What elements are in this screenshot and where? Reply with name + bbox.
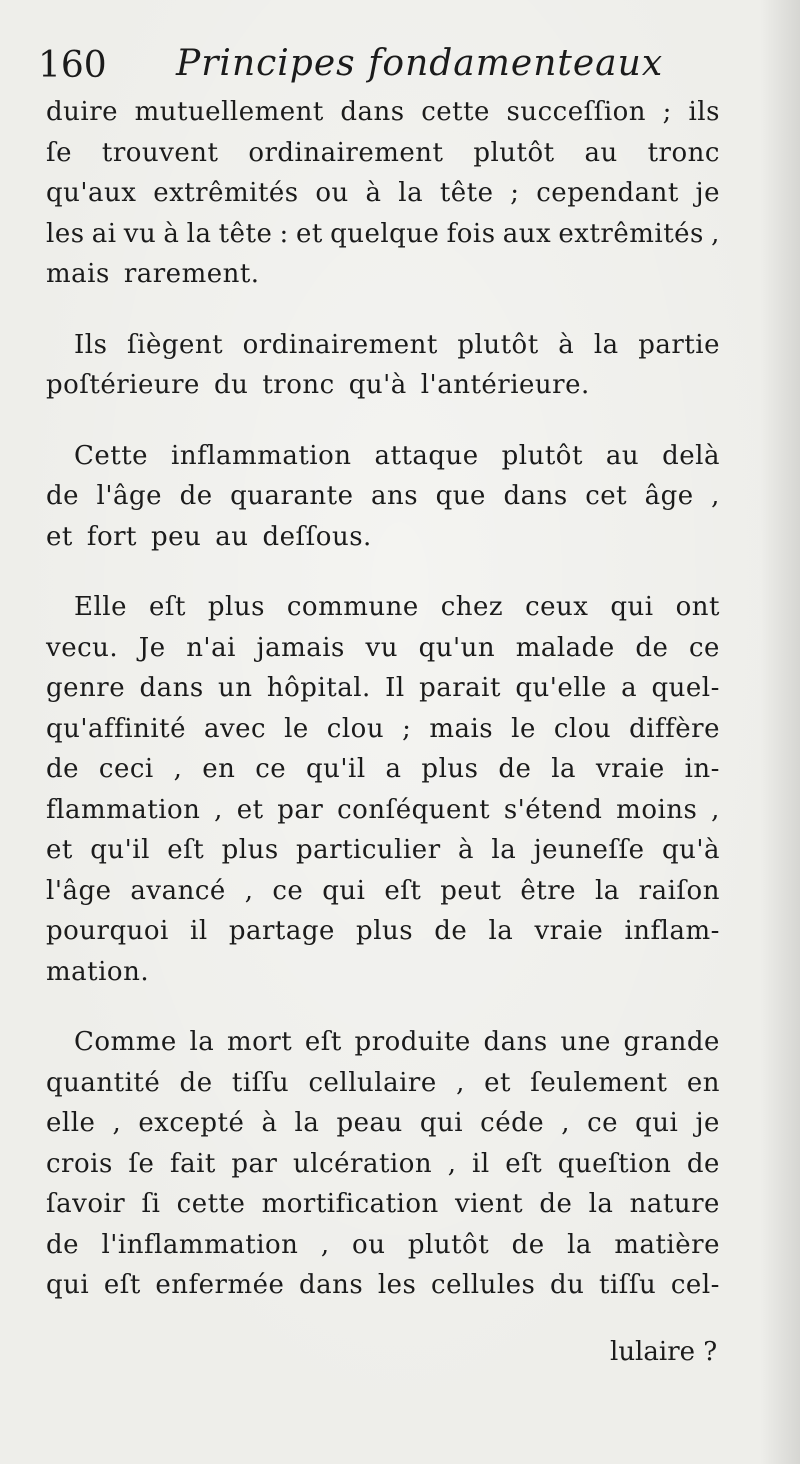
page-edge-shadow: [760, 0, 800, 1464]
text-line: qu'affinité avec le clou ; mais le clou diffère: [46, 713, 720, 744]
paragraph: [46, 587, 720, 992]
text-line: de l'inflammation , ou plutôt de la matière: [46, 1229, 720, 1260]
text-line: Cette inflammation attaque plutôt au delà: [74, 440, 720, 471]
text-line: poſtérieure du tronc qu'à l'antérieure.: [46, 370, 590, 400]
text-line: pourquoi il partage plus de la vraie inflam-: [46, 916, 720, 946]
text-line: quantité de tiſſu cellulaire , et ſeulement en: [46, 1067, 720, 1098]
text-line: mation.: [46, 956, 150, 987]
body-text: [46, 92, 720, 1336]
text-line: genre dans un hôpital. Il parait qu'elle a quel-: [46, 673, 720, 703]
text-line: crois ſe fait par ulcération , il eſt queſtion de: [46, 1148, 720, 1179]
text-line: et fort peu au deſſous.: [46, 521, 372, 552]
paragraph: [46, 325, 720, 406]
text-line: flammation , et par conſéquent s'étend moins ,: [46, 794, 720, 825]
running-title: Principes fondamenteaux: [176, 43, 664, 84]
text-line: de ceci , en ce qu'il a plus de la vraie in-: [46, 754, 720, 784]
paragraph: [46, 92, 720, 295]
text-line: et qu'il eſt plus particulier à la jeuneſſe qu'à: [46, 835, 720, 865]
text-line: ſe trouvent ordinairement plutôt au tronc: [46, 137, 720, 168]
text-line: elle , excepté à la peau qui céde , ce qui je: [46, 1108, 720, 1138]
text-line: Ils ſiègent ordinairement plutôt à la partie: [74, 329, 720, 360]
catchword: lulaire ?: [610, 1337, 718, 1367]
text-line: Elle eſt plus commune chez ceux qui ont: [74, 592, 720, 622]
text-line: les ai vu à la tête : et quelque fois aux extrêmités ,: [46, 218, 720, 249]
paragraph: [46, 1022, 720, 1306]
text-line: qu'aux extrêmités ou à la tête ; cependant je: [46, 178, 720, 208]
text-line: vecu. Je n'ai jamais vu qu'un malade de ce: [46, 632, 720, 663]
text-line: l'âge avancé , ce qui eſt peut être la raiſon: [46, 875, 720, 906]
text-line: mais rarement.: [46, 259, 260, 289]
paragraph: [46, 436, 720, 558]
text-line: de l'âge de quarante ans que dans cet âge ,: [46, 481, 720, 511]
text-line: qui eſt enfermée dans les cellules du tiſſu cel-: [46, 1270, 720, 1300]
text-line: Comme la mort eſt produite dans une grande: [74, 1027, 720, 1057]
page-number: 160: [38, 45, 107, 86]
page-header: [38, 40, 758, 90]
text-line: ſavoir ſi cette mortification vient de la nature: [46, 1189, 720, 1219]
text-line: duire mutuellement dans cette succeſſion ; ils: [46, 97, 720, 127]
